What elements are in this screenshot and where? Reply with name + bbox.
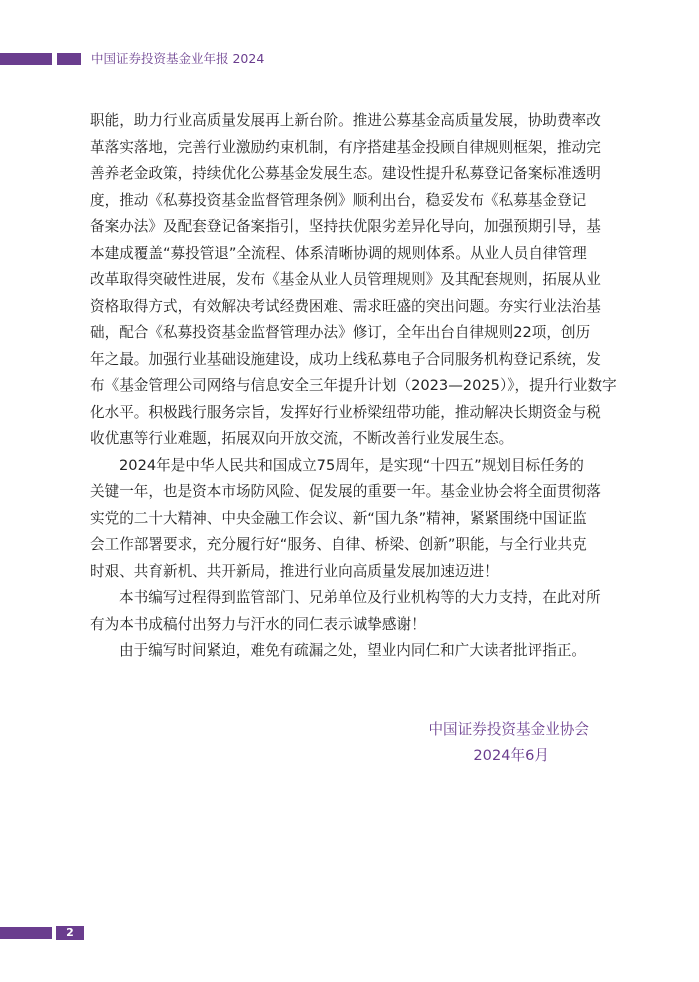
paragraph-start-line: 本书编写过程得到监管部门、兄弟单位及行业机构等的大力支持，在此对所 (119, 589, 601, 606)
body-line: 革落实落地，完善行业激励约束机制，有序搭建基金投顾自律规则框架，推动完 (90, 138, 601, 156)
paragraph-start-line: 2024年是中华人民共和国成立75周年，是实现“十四五”规划目标任务的 (119, 456, 584, 474)
footer-bar (0, 927, 52, 939)
body-line: 有为本书成稿付出努力与汗水的同仁表示诚挚感谢！ (90, 615, 426, 633)
body-line: 善养老金政策，持续优化公募基金发展生态。建设性提升私募登记备案标准透明 (90, 165, 601, 182)
body-line: 改革取得突破性进展，发布《基金从业人员管理规则》及其配套规则，拓展从业 (90, 271, 601, 288)
body-line: 关键一年，也是资本市场防风险、促发展的重要一年。基金业协会将全面贯彻落 (90, 483, 601, 500)
signature-organization: 中国证券投资基金业协会 (428, 721, 589, 738)
paragraph-start-line: 由于编写时间紧迫，难免有疏漏之处，望业内同仁和广大读者批评指正。 (119, 642, 587, 659)
body-line: 度，推动《私募投资基金监督管理条例》顺利出台，稳妥发布《私募基金登记 (90, 191, 587, 209)
body-line: 职能，助力行业高质量发展再上新台阶。推进公募基金高质量发展，协助费率改 (90, 112, 601, 129)
body-line: 化水平。积极践行服务宗旨，发挥好行业桥梁纽带功能，推动解决长期资金与税 (90, 403, 601, 421)
body-line: 时艰、共育新机、共开新局，推进行业向高质量发展加速迈进！ (90, 562, 499, 580)
body-line: 备案办法》及配套登记备案指引，坚持扶优限劣差异化导向，加强预期引导，基 (90, 218, 601, 235)
header-bar-left (0, 53, 52, 65)
body-text (90, 108, 617, 665)
body-line: 会工作部署要求，充分履行好“服务、自律、桥梁、创新”职能，与全行业共克 (90, 536, 587, 553)
body-line: 收优惠等行业难题，拓展双向开放交流，不断改善行业发展生态。 (90, 430, 514, 447)
body-line: 实党的二十大精神、中央金融工作会议、新“国九条”精神，紧紧围绕中国证监 (90, 509, 587, 527)
signature-date: 2024年6月 (473, 747, 549, 764)
body-line: 布《基金管理公司网络与信息安全三年提升计划（2023—2025）》，提升行业数字 (90, 377, 617, 394)
body-line: 年之最。加强行业基础设施建设，成功上线私募电子合同服务机构登记系统，发 (90, 350, 601, 368)
body-line: 资格取得方式，有效解决考试经费困难、需求旺盛的突出问题。夯实行业法治基 (90, 297, 601, 315)
page-number: 2 (56, 926, 84, 940)
header-bar-right (57, 53, 81, 65)
running-header-title: 中国证券投资基金业年报 2024 (91, 51, 265, 66)
body-line: 本建成覆盖“募投管退”全流程、体系清晰协调的规则体系。从业人员自律管理 (90, 244, 587, 262)
body-line: 础，配合《私募投资基金监督管理办法》修订，全年出台自律规则22项，创历 (90, 324, 591, 341)
